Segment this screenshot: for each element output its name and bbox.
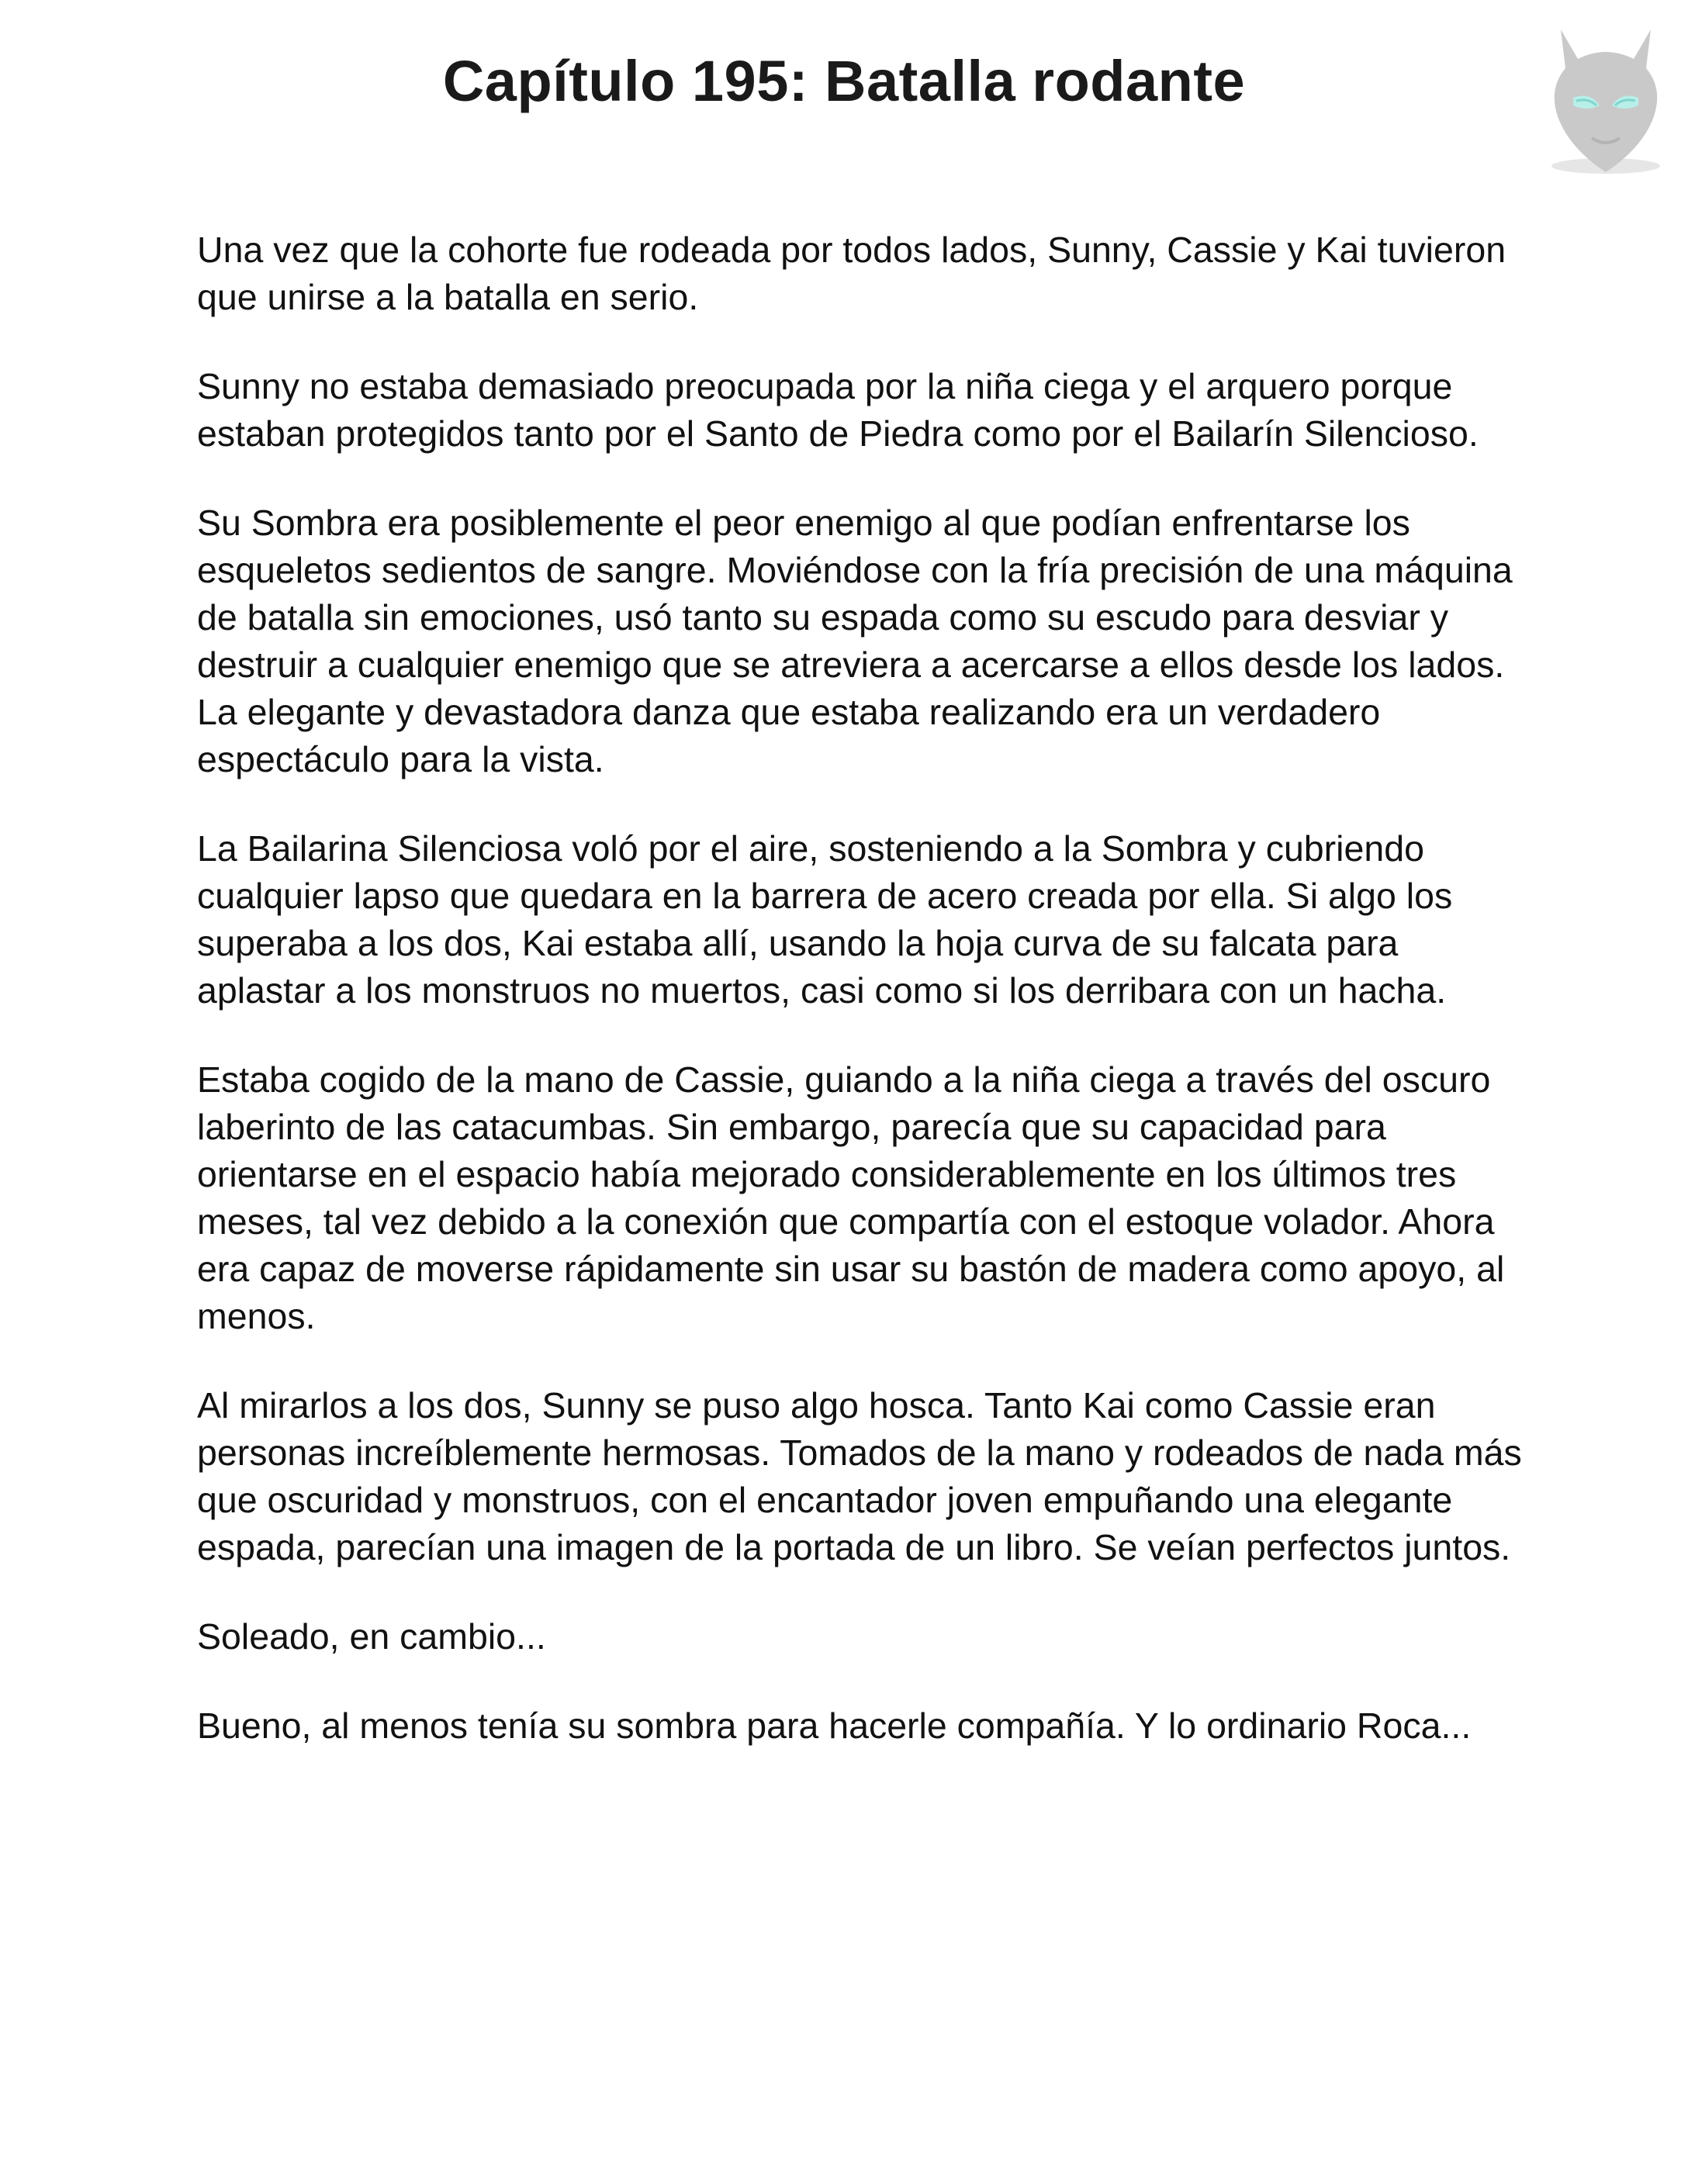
paragraph: Una vez que la cohorte fue rodeada por todos lados, Sunny, Cassie y Kai tuvieron que unirse a la batalla en serio.: [197, 230, 1506, 317]
paragraph: Su Sombra era posiblemente el peor enemigo al que podían enfrentarse los esqueletos sedientos de sangre. Moviéndose con la fría precisión de una máquina de batalla sin emociones, usó tanto su espada como su escudo para desviar y destruir a cualquier enemigo que se atreviera a acercarse a ellos desde los lados. La elegante y devastadora danza que estaba realizando era un verdadero espectáculo para la vista.: [197, 503, 1513, 779]
paragraph: Soleado, en cambio...: [197, 1616, 546, 1657]
paragraph: La Bailarina Silenciosa voló por el aire, sosteniendo a la Sombra y cubriendo cualquier lapso que quedara en la barrera de acero creada por ella. Si algo los superaba a los dos, Kai estaba allí, usando la hoja curva de su falcata para aplastar a los monstruos no muertos, casi como si los derribara con un hacha.: [197, 828, 1453, 1011]
paragraph: Sunny no estaba demasiado preocupada por la niña ciega y el arquero porque estaban protegidos tanto por el Santo de Piedra como por el Bailarín Silencioso.: [197, 366, 1479, 454]
page-title: Capítulo 195: Batalla rodante: [442, 49, 1246, 113]
chapter-body: [197, 226, 1531, 1792]
paragraph: Bueno, al menos tenía su sombra para hacerle compañía. Y lo ordinario Roca...: [197, 1705, 1472, 1746]
paragraph: Estaba cogido de la mano de Cassie, guiando a la niña ciega a través del oscuro laberinto de las catacumbas. Sin embargo, parecía que su capacidad para orientarse en el espacio había mejorado considerablemente en los últimos tres meses, tal vez debido a la conexión que compartía con el estoque volador. Ahora era capaz de moverse rápidamente sin usar su bastón de madera como apoyo, al menos.: [197, 1059, 1505, 1336]
paragraph: Al mirarlos a los dos, Sunny se puso algo hosca. Tanto Kai como Cassie eran personas increíblemente hermosas. Tomados de la mano y rodeados de nada más que oscuridad y monstruos, con el encantador joven empuñando una elegante espada, parecían una imagen de la portada de un libro. Se veían perfectos juntos.: [197, 1385, 1522, 1567]
demon-head-icon: [1530, 14, 1682, 183]
